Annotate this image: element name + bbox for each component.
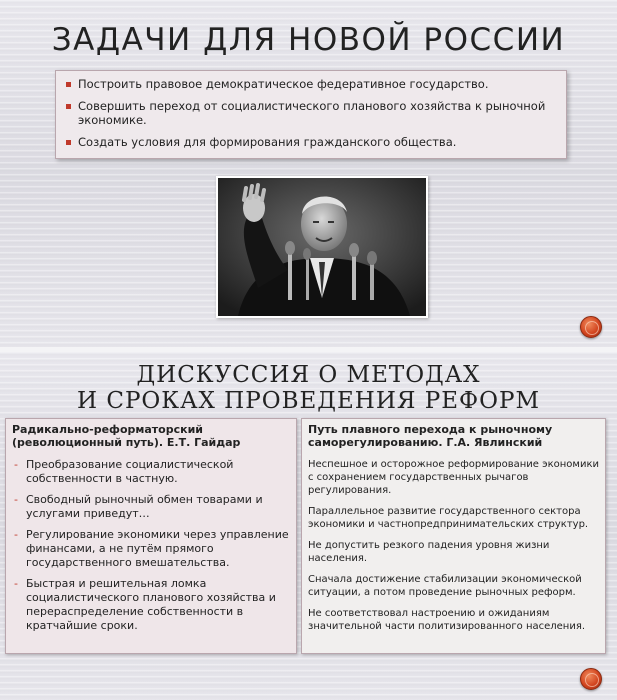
slide-title-line2: И СРОКАХ ПРОВЕДЕНИЯ РЕФОРМ [76,388,540,414]
list-item: Неспешное и осторожное реформирование экономики с сохранением государственных рычагов регулирования. [308,459,599,496]
gaidar-list [12,458,290,633]
slide-discussion [0,352,617,700]
yavlinsky-column [301,418,606,654]
slide-title: ЗАДАЧИ ДЛЯ НОВОЙ РОССИИ [51,22,566,58]
list-item: Построить правовое демократическое федеративное государство. [66,77,556,91]
nav-next-icon[interactable] [580,316,602,338]
list-item: Не допустить резкого падения уровня жизни населения. [308,540,550,564]
slide-title [0,362,617,414]
list-item: - Регулирование экономики через управление финансами, а не путём прямого государственного вмешательства. [12,528,290,570]
slide-tasks [0,0,617,347]
list-item: Не соответствовал настроению и ожиданиям значительной части политизированного населения. [308,608,586,632]
photo-image [218,178,426,316]
list-item: - Преобразование социалистической собственности в частную. [12,458,290,486]
nav-next-icon[interactable] [580,668,602,690]
list-item: Параллельное развитие государственного сектора экономики и частнопредпринимательских структур. [308,506,589,530]
column-heading: Радикально-реформаторский (революционный путь). Е.Т. Гайдар [12,423,241,449]
list-item: Сначала достижение стабилизации экономической ситуации, а потом проведение рыночных реформ. [308,574,582,598]
column-heading: Путь плавного перехода к рыночному саморегулированию. Г.А. Явлинский [308,423,553,449]
slide-title-line1: ДИСКУССИЯ О МЕТОДАХ [136,362,481,388]
photo [216,176,428,318]
tasks-list [66,77,556,149]
list-item: - Свободный рыночный обмен товарами и услугами приведут… [12,493,290,521]
gaidar-column [5,418,297,654]
tasks-box [55,70,567,159]
list-item: Создать условия для формирования гражданского общества. [66,135,556,149]
list-item: Совершить переход от социалистического планового хозяйства к рыночной экономике. [66,99,556,127]
list-item: - Быстрая и решительная ломка социалистического планового хозяйства и перераспределение собственности в кратчайшие сроки. [12,577,290,633]
